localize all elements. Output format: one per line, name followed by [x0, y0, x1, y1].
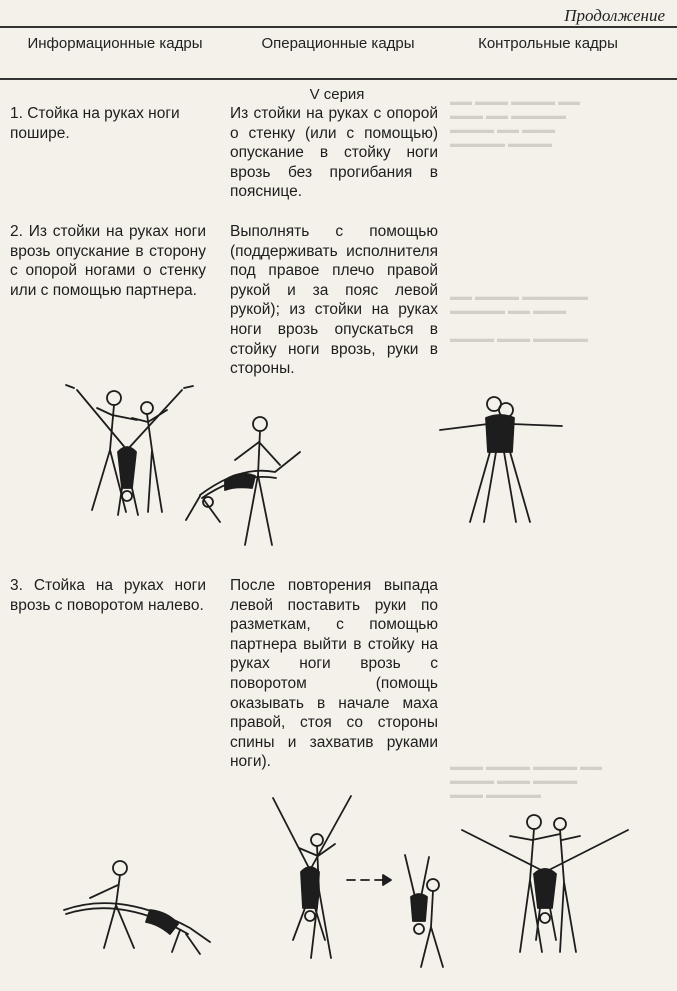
column-header-info: Информационные кадры: [27, 35, 203, 52]
info-item-2: 2. Из стойки на руках ноги врозь опускание в сторону с опорой ногами о стенку или с помощью партнера.: [10, 223, 206, 299]
figure-lunge-to-handstand-start: [60, 850, 230, 960]
header-top-rule: [0, 26, 677, 28]
operation-item-3: После повторения выпада левой поставить руки по разметкам, с помощью партнера выйти в стойку на руках ноги врозь с поворотом (помощь оказывать в начале маха правой, стоя со стороны спины и захватив руками ноги).: [230, 577, 438, 771]
bleed-through-text: ▬▬ ▬▬▬▬ ▬▬▬▬▬▬ ▬▬▬▬▬ ▬▬ ▬▬▬ ▬▬▬▬ ▬▬▬ ▬▬▬▬▬: [450, 291, 589, 345]
bleed-through-text: ▬▬ ▬▬▬ ▬▬▬▬ ▬▬ ▬▬▬ ▬▬ ▬▬▬▬▬ ▬▬▬▬ ▬▬ ▬▬▬ ▬▬▬▬▬ ▬▬▬▬: [450, 96, 581, 150]
figure-final-split-helper: [450, 800, 640, 960]
info-item-1: 1. Стойка на руках ноги пошире.: [10, 105, 180, 142]
continuation-label: Продолжение: [564, 6, 665, 25]
column-header-control: Контрольные кадры: [478, 35, 618, 52]
operation-item-2: Выполнять с помощью (поддерживать исполнителя под правое плечо правой рукой и за пояс левой рукой); из стойки на руках ноги врозь опускаться в стойку ноги врозь, руки в стороны.: [230, 223, 438, 378]
bleed-through-text: ▬▬▬ ▬▬▬▬ ▬▬▬▬ ▬▬ ▬▬▬▬ ▬▬▬ ▬▬▬▬ ▬▬▬ ▬▬▬▬▬: [450, 761, 603, 801]
operation-item-1: Из стойки на руках с опорой о стенку (или с помощью) опускание в стойку ноги врозь без прогибания в пояснице.: [230, 105, 438, 201]
series-title: V серия: [309, 86, 365, 103]
info-item-3: 3. Стойка на руках ноги врозь с поворотом налево.: [10, 577, 206, 614]
figure-control-stance-arms-out: [430, 390, 570, 530]
column-header-operation: Операционные кадры: [261, 35, 415, 52]
header-bottom-rule: [0, 78, 677, 80]
figure-lowering-with-support: [180, 410, 310, 550]
figure-turn-intermediate: [385, 845, 455, 975]
